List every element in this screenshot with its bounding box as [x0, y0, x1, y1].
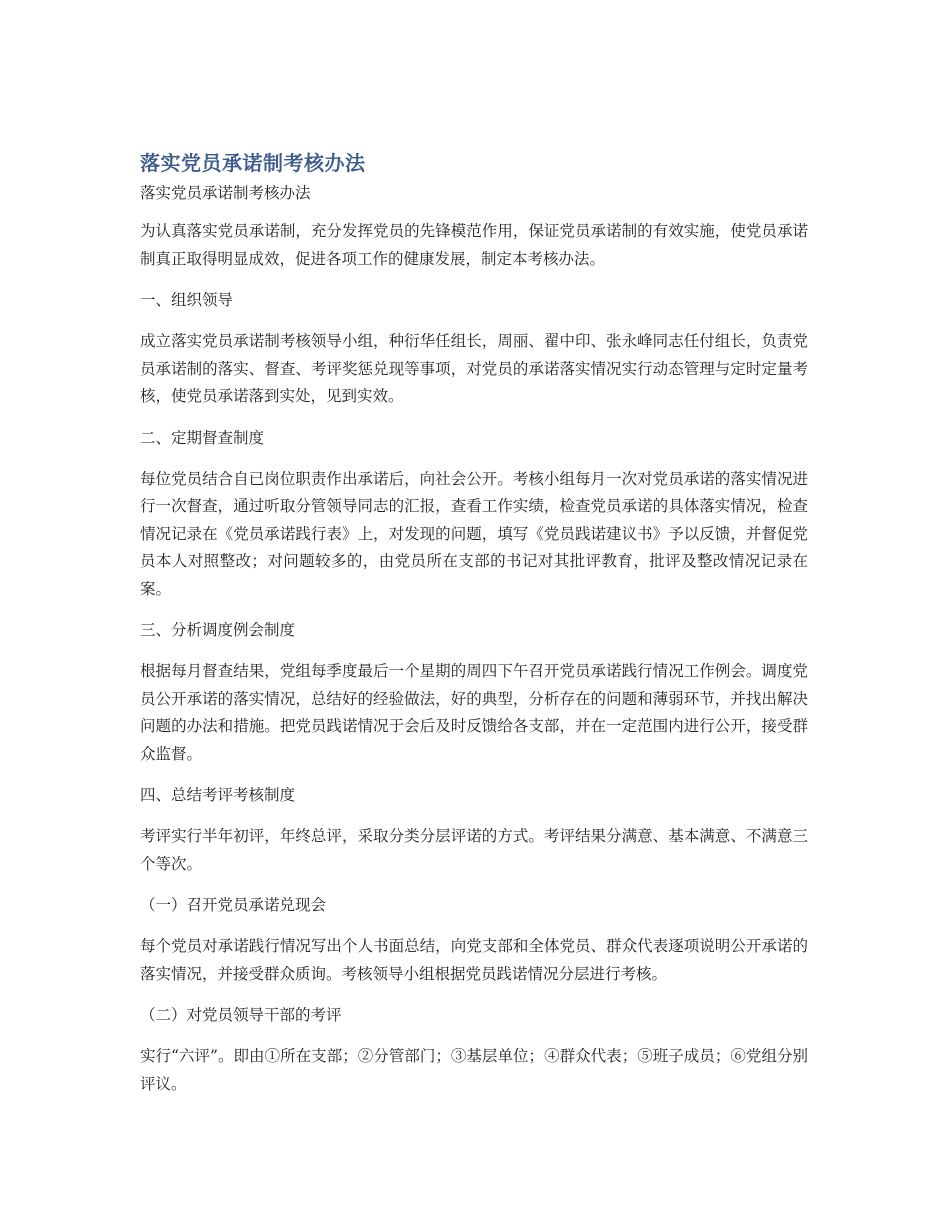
subsection-body-leader-evaluation: 实行“六评”。即由①所在支部；②分管部门；③基层单位；④群众代表；⑤班子成员；⑥党组分别评议。: [140, 1047, 808, 1093]
section-heading-meeting: 三、分析调度例会制度: [140, 621, 296, 639]
section-body-meeting: 根据每月督查结果，党组每季度最后一个星期的周四下午召开党员承诺践行情况工作例会。调度党员公开承诺的落实情况，总结好的经验做法，好的典型，分析存在的问题和薄弱环节，并找出解决问题的办法和措施。把党员践诺情况于会后及时反馈给各支部，并在一定范围内进行公开，接受群众监督。: [140, 662, 808, 763]
section-body-inspection: 每位党员结合自已岗位职责作出承诺后，向社会公开。考核小组每月一次对党员承诺的落实情况进行一次督查，通过听取分管领导同志的汇报，查看工作实绩，检查党员承诺的具体落实情况，检查情况记录在《党员承诺践行表》上，对发现的问题，填写《党员践诺建议书》予以反馈，并督促党员本人对照整改；对问题较多的，由党员所在支部的书记对其批评教育，批评及整改情况记录在案。: [140, 469, 808, 598]
document-subtitle: 落实党员承诺制考核办法: [140, 184, 311, 202]
section-heading-evaluation: 四、总结考评考核制度: [140, 786, 296, 804]
subsection-heading-commitment-meeting: （一）召开党员承诺兑现会: [140, 896, 327, 914]
subsection-heading-leader-evaluation: （二）对党员领导干部的考评: [140, 1006, 342, 1024]
section-heading-organization: 一、组织领导: [140, 291, 234, 309]
intro-paragraph: 为认真落实党员承诺制，充分发挥党员的先锋模范作用，保证党员承诺制的有效实施，使党员承诺制真正取得明显成效，促进各项工作的健康发展，制定本考核办法。: [140, 222, 808, 268]
section-heading-inspection: 二、定期督查制度: [140, 428, 265, 447]
section-body-evaluation: 考评实行半年初评，年终总评，采取分类分层评诺的方式。考评结果分满意、基本满意、不满意三个等次。: [140, 827, 808, 873]
document-page: [140, 148, 808, 1112]
subsection-body-commitment-meeting: 每个党员对承诺践行情况写出个人书面总结，向党支部和全体党员、群众代表逐项说明公开承诺的落实情况，并接受群众质询。考核领导小组根据党员践诺情况分层进行考核。: [140, 937, 808, 983]
section-body-organization: 成立落实党员承诺制考核领导小组，种衍华任组长，周丽、翟中印、张永峰同志任付组长，负责党员承诺制的落实、督查、考评奖惩兑现等事项，对党员的承诺落实情况实行动态管理与定时定量考核，使党员承诺落到实处，见到实效。: [140, 332, 808, 405]
document-title: 落实党员承诺制考核办法: [140, 151, 366, 175]
